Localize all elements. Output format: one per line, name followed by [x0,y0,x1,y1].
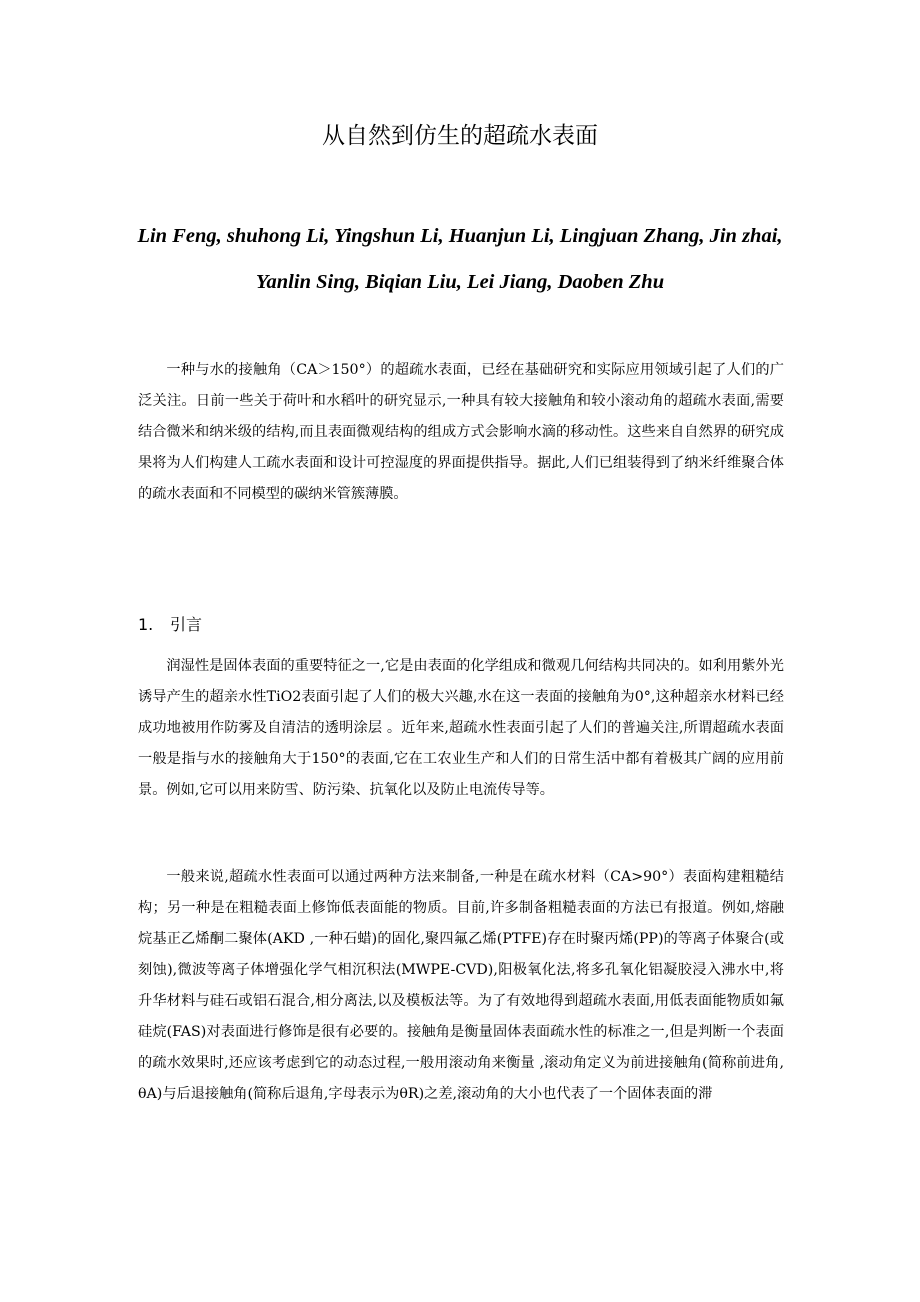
section-title: 引言 [170,615,203,634]
body-paragraph: 润湿性是固体表面的重要特征之一,它是由表面的化学组成和微观几何结构共同决的。如利用紫外光诱导产生的超亲水性TiO2表面引起了人们的极大兴趣,水在这一表面的接触角为0°,这种超亲水材料已经成功地被用作防雾及自清洁的透明涂层 。近年来,超疏水性表面引起了人们的普遍关注,所谓超疏水表面一般是指与水的接触角大于150°的表面,它在工农业生产和人们的日常生活中都有着极其广阔的应用前景。例如,它可以用来防雪、防污染、抗氧化以及防止电流传导等。 [138,658,784,798]
abstract-paragraph: 一种与水的接触角（CA＞150°）的超疏水表面，已经在基础研究和实际应用领域引起了人们的广泛关注。日前一些关于荷叶和水稻叶的研究显示,一种具有较大接触角和较小滚动角的超疏水表面,需要结合微米和纳米级的结构,而且表面微观结构的组成方式会影响水滴的移动性。这些来自自然界的研究成果将为人们构建人工疏水表面和设计可控湿度的界面提供指导。据此,人们已组装得到了纳米纤维聚合体的疏水表面和不同模型的碳纳米管簇薄膜。 [138,362,784,502]
author-list: Lin Feng, shuhong Li, Yingshun Li, Huanjun Li, Lingjuan Zhang, Jin zhai, Yanlin Sing, Biqian Liu, Lei Jiang, Daoben Zhu [137,225,783,293]
paper-title: 从自然到仿生的超疏水表面 [322,123,598,149]
section-heading [138,611,202,639]
section-number: 1. [138,615,154,634]
body-paragraph: 一般来说,超疏水性表面可以通过两种方法来制备,一种是在疏水材料（CA>90°）表面构建粗糙结构；另一种是在粗糙表面上修饰低表面能的物质。目前,许多制备粗糙表面的方法已有报道。例如,熔融烷基正乙烯酮二聚体(AKD ,一种石蜡)的固化,聚四氟乙烯(PTFE)存在时聚丙烯(PP)的等离子体聚合(或刻蚀),微波等离子体增强化学气相沉积法(MWPE-CVD),阳极氧化法,将多孔氧化铝凝胶浸入沸水中,将升华材料与硅石或铝石混合,相分离法,以及模板法等。为了有效地得到超疏水表面,用低表面能物质如氟硅烷(FAS)对表面进行修饰是很有必要的。接触角是衡量固体表面疏水性的标准之一,但是判断一个表面的疏水效果时,还应该考虑到它的动态过程,一般用滚动角来衡量 ,滚动角定义为前进接触角(简称前进角, θA)与后退接触角(简称后退角,字母表示为θR)之差,滚动角的大小也代表了一个固体表面的滞 [138,869,784,1102]
